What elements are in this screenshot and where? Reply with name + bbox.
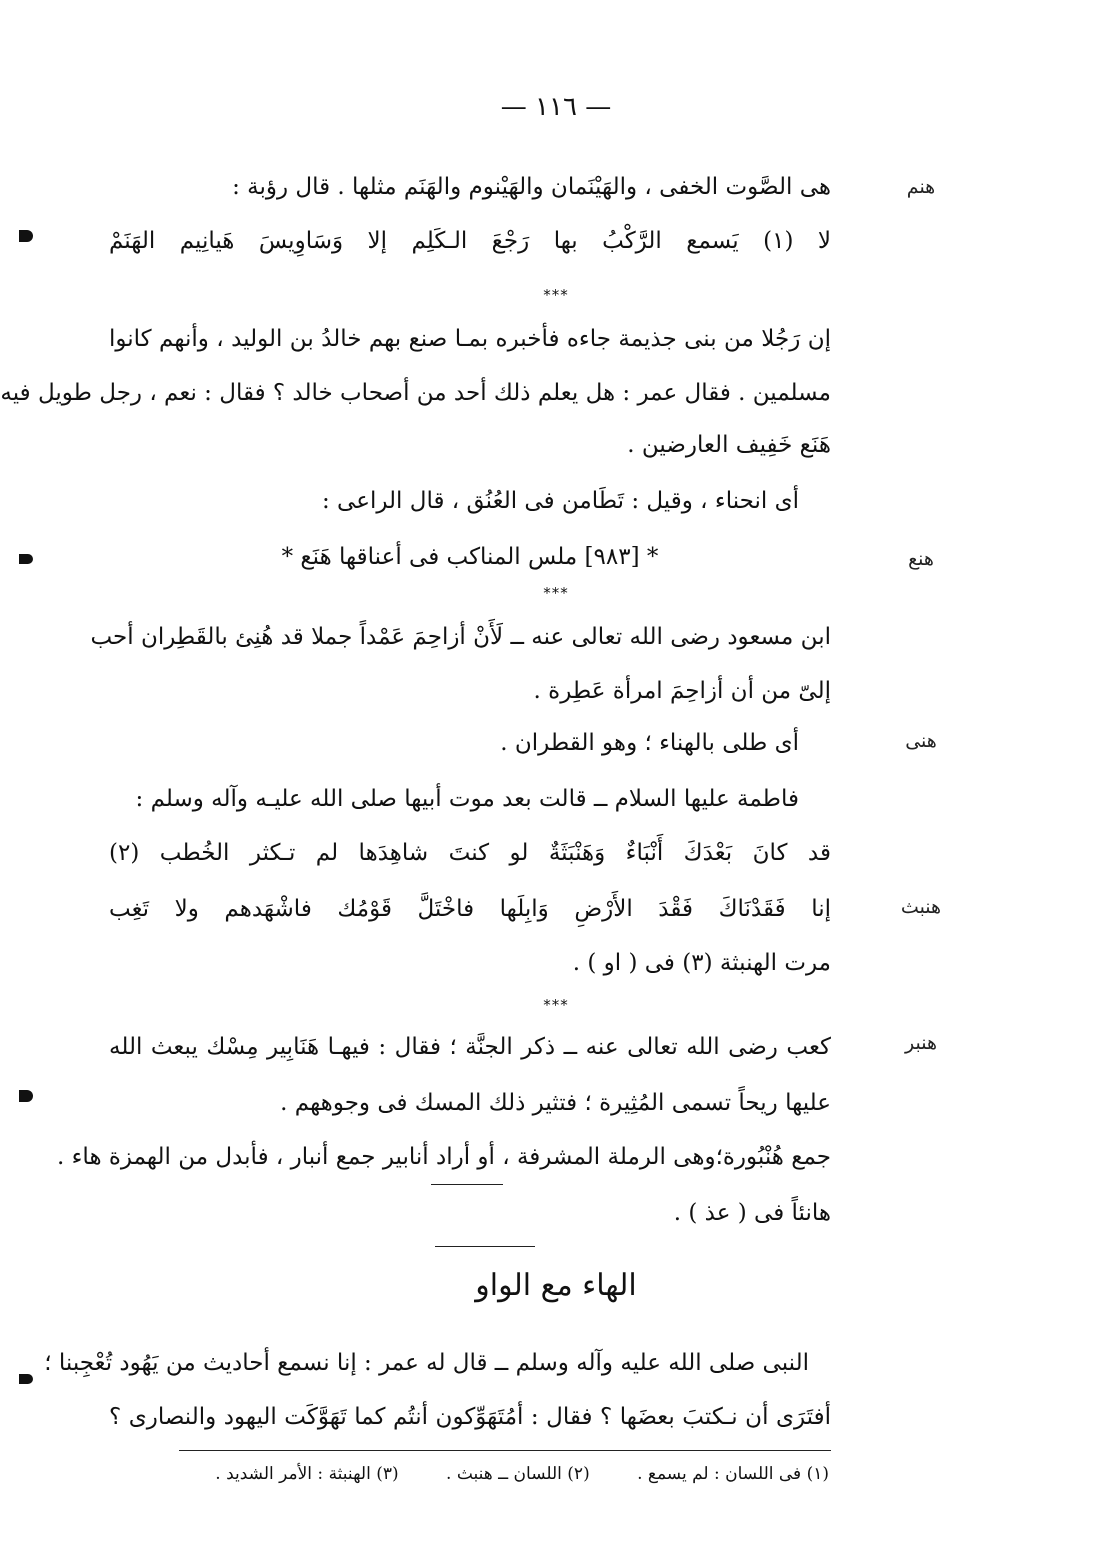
section-rule — [435, 1246, 535, 1247]
scan-edge-mark — [19, 230, 33, 242]
text-line: فاطمة عليها السلام ــ قالت بعد موت أبيها صلى الله عليـه وآله وسلم : — [135, 786, 799, 812]
separator-stars: *** — [543, 584, 569, 602]
root-word-hnbr: هنبر — [905, 1032, 937, 1054]
text-line: أفتَرَى أن نـكتبَ بعضَها ؟ فقال : أمُتَهَوِّكون أنتُم كما تَهَوَّكَت اليهود والنصارى ؟ — [109, 1404, 831, 1430]
text-line: مسلمين . فقال عمر : هل يعلم ذلك أحد من أصحاب خالد ؟ فقال : نعم ، رجل طويل فيه — [0, 380, 831, 406]
footnotes — [169, 1464, 829, 1484]
text-line: مرت الهنبثة (٣) فى ( او ) . — [572, 950, 831, 976]
footnote-rule — [179, 1450, 831, 1451]
text-line: كعب رضى الله تعالى عنه ــ ذكر الجنَّة ؛ فقال : فيهـا هَنَابِير مِسْك يبعث الله — [109, 1034, 831, 1060]
scan-edge-mark — [19, 554, 33, 564]
text-line: هى الصَّوت الخفى ، والهَيْنَمان والهَيْنوم والهَنَم مثلها . قال رؤبة : — [232, 174, 831, 200]
text-line: ابن مسعود رضى الله تعالى عنه ــ لَأَنْ أزاحِمَ عَمْداً جملا قد هُنِئ بالقَطِران أحب — [90, 624, 831, 650]
verse-line: لا (١) يَسمع الرَّكْبُ بها رَجْعَ الـكَلِم إلا وَسَاوِيسَ هَيانِيم الهَنَمْ — [109, 228, 832, 254]
separator-stars: *** — [543, 996, 569, 1014]
root-word-hnm: هنم — [906, 176, 936, 198]
text-line: إن رَجُلا من بنى جذيمة جاءه فأخبره بمـا صنع بهم خالدُ بن الوليد ، وأنهم كانوا — [109, 326, 831, 352]
scan-edge-mark — [19, 1090, 33, 1102]
verse-line: قد كانَ بَعْدَكَ أَنْبَاءٌ وَهَنْبَثَةٌ لو كنتَ شاهِدَها لم تـكثر الخُطب (٢) — [109, 840, 831, 866]
text-line: جمع هُنْبُورة؛وهى الرملة المشرفة ، أو أراد أنابير جمع أنبار ، فأبدل من الهمزة هاء . — [57, 1144, 831, 1170]
page-number: — ١١٦ — — [500, 92, 612, 122]
root-word-hny: هنى — [905, 730, 937, 752]
footnote-3: (٣) الهنبثة : الأمر الشديد . — [215, 1464, 399, 1484]
root-word-hnʿ: هنع — [908, 548, 934, 570]
section-heading: الهاء مع الواو — [475, 1268, 637, 1303]
root-word-hnbth: هنبث — [900, 896, 942, 918]
footnote-2: (٢) اللسان ــ هنبث . — [446, 1464, 590, 1484]
short-rule — [431, 1184, 503, 1185]
separator-stars: *** — [543, 286, 569, 304]
verse-line: * [٩٨٣] ملس المناكب فى أعناقها هَنَع * — [281, 544, 659, 570]
text-line: هَنَع خَفِيف العارضين . — [627, 432, 831, 458]
verse-line: إنا فَقَدْنَاكَ فَقْدَ الأَرْضِ وَابِلَها فاخْتَلَّ قَوْمُك فاشْهَدهم ولا تَغِب — [109, 896, 831, 922]
footnote-1: (١) فى اللسان : لم يسمع . — [637, 1464, 829, 1484]
text-line: عليها ريحاً تسمى المُثِيرة ؛ فتثير ذلك المسك فى وجوههم . — [280, 1090, 831, 1116]
text-line: إلىّ من أن أزاحِمَ امرأة عَطِرة . — [533, 678, 831, 704]
text-line: هانئاً فى ( عذ ) . — [673, 1200, 831, 1226]
text-line: أى انحناء ، وقيل : تَطَامن فى العُنُق ، قال الراعى : — [322, 488, 799, 514]
text-line: النبى صلى الله عليه وآله وسلم ــ قال له عمر : إنا نسمع أحاديث من يَهُود تُعْجِبنا ؛ — [44, 1350, 809, 1376]
scan-edge-mark — [19, 1374, 33, 1384]
text-line: أى طلى بالهناء ؛ وهو القطران . — [500, 730, 799, 756]
